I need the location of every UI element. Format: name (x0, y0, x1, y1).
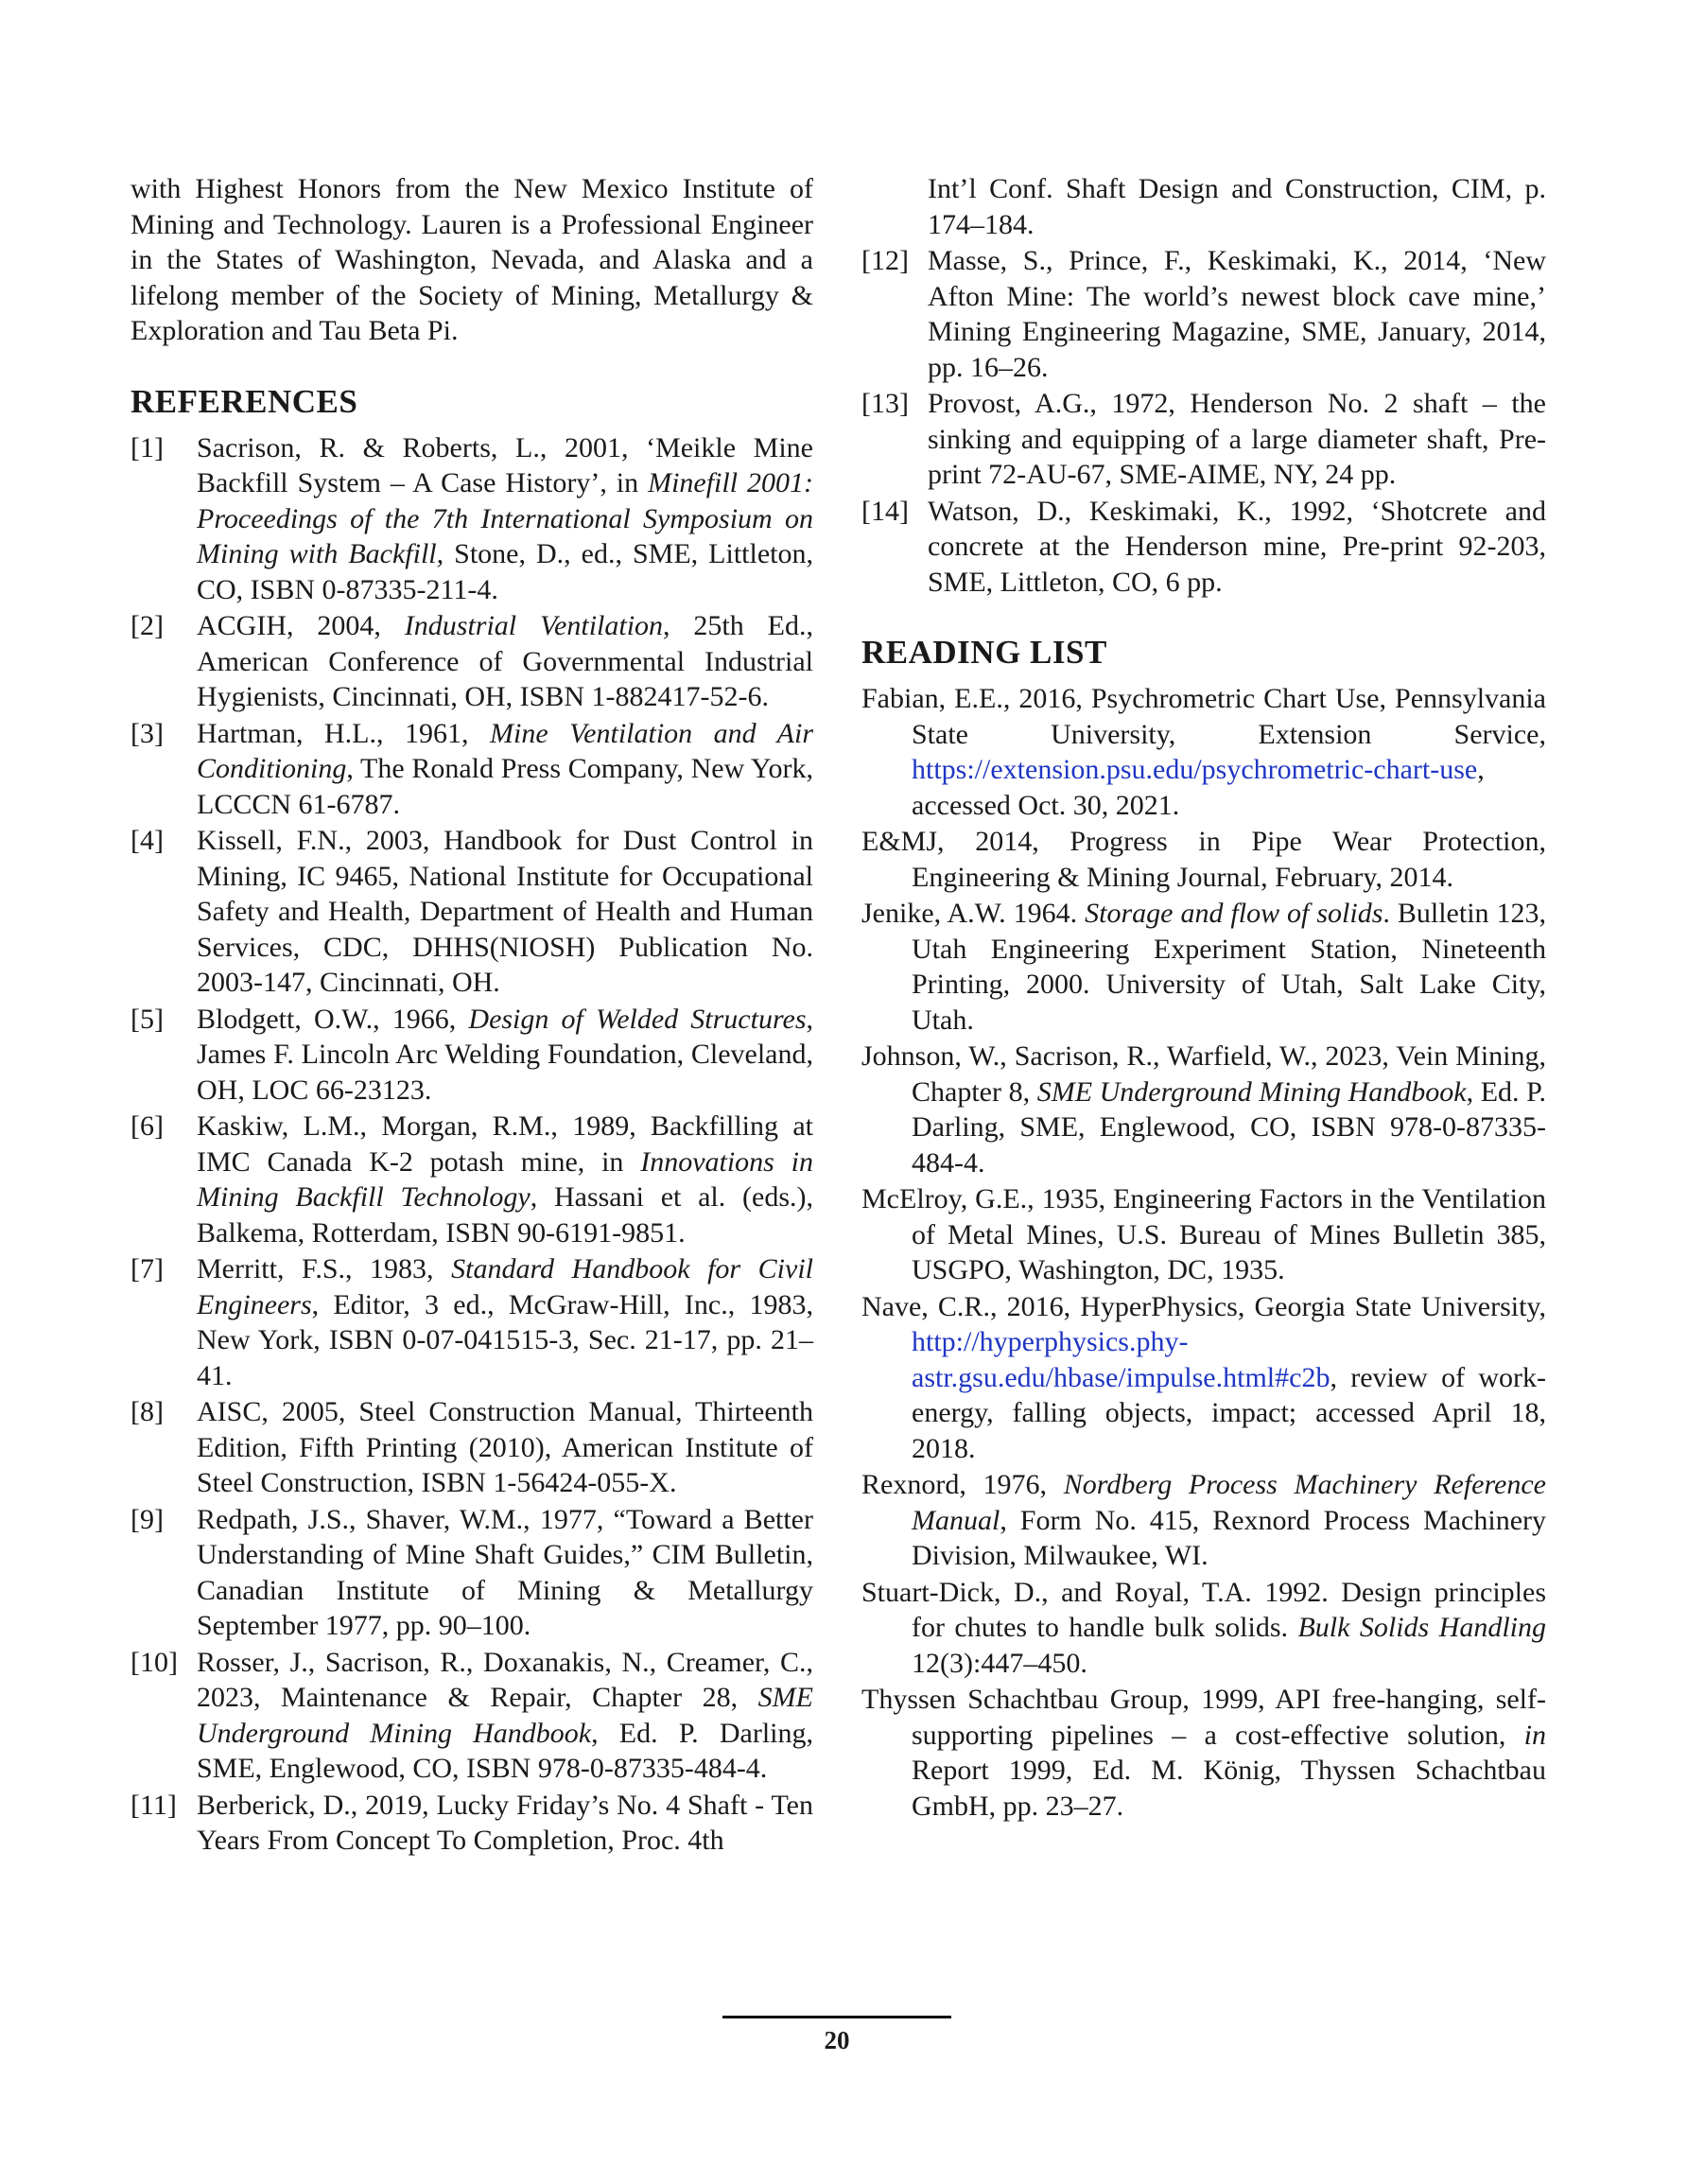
reference-title: SME Underground Mining Handbook (197, 1682, 813, 1749)
reference-item (130, 1788, 813, 1859)
reading-text: Thyssen Schachtbau Group, 1999, API free-hanging, self-supporting pipelines – a cost-effective solution, (861, 1684, 1546, 1751)
reference-item (130, 1394, 813, 1501)
reading-list-item (861, 824, 1546, 895)
reading-list-item (861, 1575, 1546, 1682)
reading-list-item (861, 1289, 1546, 1467)
reading-list-item (861, 1039, 1546, 1180)
reading-text: . Bulletin 123, Utah Engineering Experiment Station, Nineteenth Printing, 2000. University of Utah, Salt Lake City, Utah. (912, 898, 1547, 1036)
reference-number: [7] (130, 1253, 164, 1284)
left-column (130, 171, 813, 1860)
reference-number: [4] (130, 825, 164, 856)
reading-text: Report 1999, Ed. M. König, Thyssen Schachtbau GmbH, pp. 23–27. (912, 1755, 1546, 1822)
reading-text: Nave, C.R., 2016, HyperPhysics, Georgia State University, (861, 1290, 1546, 1322)
reference-number: [12] (861, 245, 909, 276)
reading-link[interactable]: http://hyperphysics.phy-astr.gsu.edu/hbase/impulse.html#c2b (912, 1326, 1330, 1393)
reference-item (130, 1002, 813, 1109)
reference-text: Watson, D., Keskimaki, K., 1992, ‘Shotcrete and concrete at the Henderson mine, Pre-print 92-203, SME, Littleton, CO, 6 pp. (928, 495, 1546, 598)
reading-list-item (861, 896, 1546, 1038)
reference-number: [5] (130, 1003, 164, 1035)
reference-text: Berberick, D., 2019, Lucky Friday’s No. 4 Shaft - Ten Years From Concept To Completion, Proc. 4th (197, 1789, 813, 1856)
reading-text: McElroy, G.E., 1935, Engineering Factors in the Ventilation of Metal Mines, U.S. Bureau of Mines Bulletin 385, USGPO, Washington, DC, 1935. (861, 1183, 1546, 1285)
reference-title: Mine Ventilation and Air Conditioning (197, 717, 813, 784)
reference-text: , James F. Lincoln Arc Welding Foundation, Cleveland, OH, LOC 66-23123. (197, 1003, 813, 1106)
reference-item (861, 494, 1546, 601)
reading-title: Bulk Solids Handling (1297, 1612, 1546, 1643)
reference-text: Stone, D., ed., SME, Littleton, CO, ISBN 0-87335-211-4. (197, 538, 813, 605)
reading-text: Rexnord, 1976, (861, 1469, 1064, 1500)
reference-item (130, 823, 813, 1001)
reference-item (130, 608, 813, 715)
reference-text: Merritt, F.S., 1983, (197, 1253, 452, 1284)
reading-text: Jenike, A.W. 1964. (861, 898, 1086, 929)
reading-list-item (861, 1467, 1546, 1574)
reference-title: Industrial Ventilation (404, 610, 664, 641)
reference-item (861, 243, 1546, 385)
reference-text: Kaskiw, L.M., Morgan, R.M., 1989, Backfilling at IMC Canada K-2 potash mine, in (197, 1110, 813, 1178)
reference-text: Hartman, H.L., 1961, (197, 717, 491, 749)
reference-item (861, 386, 1546, 493)
reference-text: ACGIH, 2004, (197, 610, 405, 641)
reference-text: Sacrison, R. & Roberts, L., 2001, ‘Meikle Mine Backfill System – A Case History’, in (197, 431, 813, 498)
reference-text: Masse, S., Prince, F., Keskimaki, K., 2014, ‘New Afton Mine: The world’s newest block cave mine,’ Mining Engineering Magazine, SME, January, 2014, pp. 16–26. (928, 245, 1546, 383)
reference-11-continuation: Int’l Conf. Shaft Design and Construction, CIM, p. 174–184. (928, 173, 1546, 240)
reading-list-heading: READING LIST (861, 634, 1107, 671)
reading-list-item (861, 1181, 1546, 1288)
reading-list-item (861, 1682, 1546, 1824)
right-column (861, 171, 1546, 1825)
reading-list-item (861, 681, 1546, 823)
reference-item (130, 1645, 813, 1787)
reading-title: Nordberg Process Machinery Reference Manual (912, 1469, 1546, 1536)
page-number: 20 (824, 2026, 850, 2054)
reference-number: [10] (130, 1646, 178, 1678)
reference-text: Kissell, F.N., 2003, Handbook for Dust Control in Mining, IC 9465, National Institute for Occupational Safety and Health, Department of Health and Human Services, CDC, DHHS(NIOSH) Publication No. 2003-147, Cincinnati, OH. (197, 825, 813, 998)
reference-text: Blodgett, O.W., 1966, (197, 1003, 469, 1035)
reference-text: , The Ronald Press Company, New York, LCCCN 61-6787. (197, 753, 813, 820)
reading-list (861, 681, 1546, 1824)
references-heading: REFERENCES (130, 382, 358, 420)
reading-text: E&MJ, 2014, Progress in Pipe Wear Protection, Engineering & Mining Journal, February, 2014. (861, 826, 1546, 893)
references-list-continued (861, 243, 1546, 600)
reference-title: Minefill 2001: Proceedings of the 7th International Symposium on Mining with Backfill, (197, 467, 813, 569)
reference-item (130, 716, 813, 823)
reference-number: [3] (130, 717, 164, 749)
reading-title: Storage and flow of solids (1085, 898, 1383, 929)
reference-text: AISC, 2005, Steel Construction Manual, Thirteenth Edition, Fifth Printing (2010), American Institute of Steel Construction, ISBN 1-56424-055-X. (197, 1396, 813, 1498)
reference-number: [6] (130, 1110, 164, 1142)
references-list (130, 430, 813, 1859)
reference-number: [9] (130, 1503, 164, 1535)
reference-text: Redpath, J.S., Shaver, W.M., 1977, “Toward a Better Understanding of Mine Shaft Guides,” CIM Bulletin, Canadian Institute of Mining & Metallurgy September 1977, pp. 90–100. (197, 1503, 813, 1641)
reference-text: , 25th Ed., American Conference of Governmental Industrial Hygienists, Cincinnati, OH, ISBN 1-882417-52-6. (197, 610, 813, 712)
reading-text: Stuart-Dick, D., and Royal, T.A. 1992. Design principles for chutes to handle bulk solids. (861, 1576, 1546, 1643)
reading-text: , accessed Oct. 30, 2021. (912, 754, 1485, 821)
reading-text: , Form No. 415, Rexnord Process Machinery Division, Milwaukee, WI. (912, 1504, 1546, 1571)
reading-title: SME Underground Mining Handbook (1036, 1075, 1467, 1108)
reference-number: [11] (130, 1789, 177, 1821)
reference-title: Standard Handbook for Civil Engineers (197, 1253, 813, 1320)
reference-item (130, 430, 813, 608)
reading-text: Johnson, W., Sacrison, R., Warfield, W., 2023, Vein Mining, Chapter 8, (861, 1040, 1546, 1108)
reference-number: [14] (861, 495, 909, 527)
reading-text: Fabian, E.E., 2016, Psychrometric Chart Use, Pennsylvania State University, Extension Service, (861, 683, 1546, 750)
reference-item (130, 1251, 813, 1393)
reference-text: , Ed. P. Darling, SME, Englewood, CO, ISBN 978-0-87335-484-4. (197, 1717, 814, 1784)
reference-text: Provost, A.G., 1972, Henderson No. 2 shaft – the sinking and equipping of a large diameter shaft, Pre-print 72-AU-67, SME-AIME, NY, 24 pp. (928, 388, 1546, 490)
reading-link[interactable]: https://extension.psu.edu/psychrometric-chart-use (912, 754, 1478, 785)
reference-item (130, 1109, 813, 1250)
reference-title: Design of Welded Structures (468, 1003, 807, 1035)
reference-number: [2] (130, 610, 164, 641)
reading-text: 12(3):447–450. (912, 1647, 1087, 1679)
reference-number: [8] (130, 1396, 164, 1427)
reading-text: , Ed. P. Darling, SME, Englewood, CO, ISBN 978-0-87335-484-4. (912, 1075, 1547, 1179)
reading-title: in (1523, 1719, 1546, 1751)
reference-title: Innovations in Mining Backfill Technology (197, 1145, 813, 1213)
reference-text: Rosser, J., Sacrison, R., Doxanakis, N., Creamer, C., 2023, Maintenance & Repair, Chapter 28, (197, 1646, 813, 1713)
reference-text: , Editor, 3 ed., McGraw-Hill, Inc., 1983, New York, ISBN 0-07-041515-3, Sec. 21-17, pp. 21–41. (197, 1288, 813, 1391)
reading-text: , review of work-energy, falling objects, impact; accessed April 18, 2018. (912, 1361, 1546, 1464)
reference-item (130, 1502, 813, 1644)
author-bio-paragraph: with Highest Honors from the New Mexico Institute of Mining and Technology. Lauren is a Professional Engineer in the States of Washington, Nevada, and Alaska and a lifelong member of the Society of Mining, Metallurgy & Exploration and Tau Beta Pi. (130, 173, 813, 346)
reference-text: , Hassani et al. (eds.), Balkema, Rotterdam, ISBN 90-6191-9851. (197, 1181, 813, 1249)
reference-number: [1] (130, 431, 164, 463)
footer-rule (722, 2016, 951, 2018)
reference-number: [13] (861, 388, 909, 419)
